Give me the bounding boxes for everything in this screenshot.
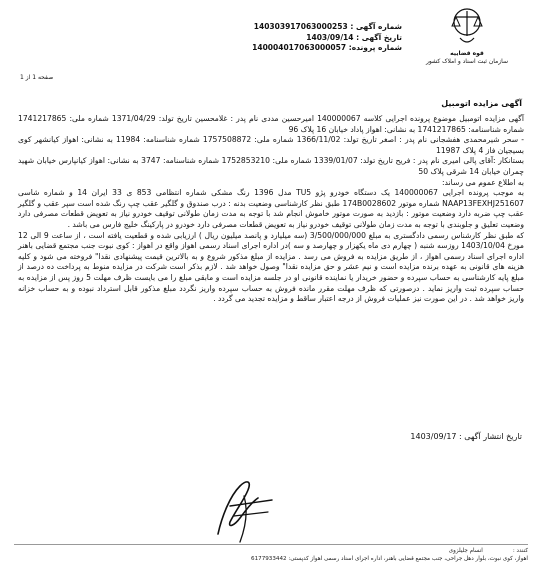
notice-number: 140303917063000253 bbox=[253, 22, 348, 31]
emblem-line2: سازمان ثبت اسناد و املاک کشور bbox=[425, 58, 509, 65]
creator-name: انسام جلیلزوی bbox=[448, 548, 483, 554]
paragraph-creditor: بستانکار :آقای پالی امیری نام پدر : فریح تاریخ تولد: 1339/01/07 شماره ملی: 1752853210 شماره شناسنامه: 3747 به نشانی: اهواز کیانپارس خیابان شهید چمران خیابان 14 شرقی پلاک 50 bbox=[18, 156, 524, 176]
footer-creator-row bbox=[14, 547, 528, 555]
emblem-line1: قوه قضاییه bbox=[450, 50, 484, 57]
notice-meta bbox=[252, 22, 402, 54]
paragraph-debtor-1: آگهی مزایده اتومبیل موضوع پرونده اجرایی کلاسه 140000067 امیرحسین مددی نام پدر : غلامحسین تاریخ تولد: 1371/04/29 شماره ملی: 1741217865 شماره شناسنامه: 1741217865 به نشانی: اهواز پاداد خیابان 16 پلاک 96 bbox=[18, 114, 524, 134]
judiciary-emblem bbox=[412, 6, 522, 65]
publication-date: تاریخ انتشار آگهی : 1403/09/17 bbox=[410, 432, 522, 441]
paragraph-debtor-2: - سحر شیرمحمدی هفشجانی نام پدر : اصغر تاریخ تولد: 1366/11/02 شماره ملی: 1757508872 شماره شناسنامه: 11984 به نشانی: اهواز کیانشهر کوی بسیجیان فاز 4 پلاک 11987 bbox=[18, 135, 524, 155]
creator-label: کنندد : bbox=[512, 548, 528, 554]
paragraph-auction-terms: که طبق نظر کارشناس رسمی دادگستری به مبلغ 3/500/000/000 (سه میلیارد و پانصد میلیون ریال ) ارزیابی شده و قطعیت یافته است ، از ساعت 9 الی 12 مورخ 1403/10/04 روزسه شنبه ( چهارم دی ماه یکهزار و چهارصد و سه )در اداره اجرای اسناد رسمی اهواز واقع در اهواز : کوی نبوت جنب مجتمع قضایی باهنر اداره اجرای اسناد رسمی اهواز ، از طریق مزایده به فروش می رسد . مزایده از مبلغ مذکور شروع و به بالاترین قیمت پیشنهادی نقدا" فروخته می شود و کلیه هزینه های قانونی به عهده برنده مزایده است و نیم عشر و حق مزایده نقدا" وصول خواهد شد . لازم بذکر است شرکت در مزایده منوط به پرداخت ده درصد از مبلغ پایه کارشناسی به حساب سپرده و حضور خریدار یا نماینده قانونی او در جلسه مزایده است و مابقی مبلغ را می بایست ظرف مهلت 5 روز پس از مزایده به حساب سپرده ثبت واریز نماید . درصورتی که ظرف مهلت مقرر مانده فروش به حساب سپرده واریز نگردد مبلغ مذکور قابل استرداد نبوده و به حساب خزانه واریز خواهد شد . در این صورت نیز عملیات فروش از درجه اعتبار ساقط و مزایده تجدید می گردد . bbox=[18, 230, 524, 304]
notice-number-row bbox=[252, 22, 402, 33]
signature-image bbox=[200, 466, 290, 548]
footer bbox=[14, 544, 528, 563]
document-title: آگهی مزایده اتومبیل bbox=[441, 99, 522, 108]
case-number: 140004017063000057 bbox=[252, 43, 347, 52]
paragraph-announcement: به اطلاع عموم می رساند: bbox=[442, 177, 524, 187]
case-number-row bbox=[252, 43, 402, 54]
emblem-icon bbox=[448, 6, 486, 48]
paragraph-vehicle: به موجب پرونده اجرایی 140000067 یک دستگاه خودرو پژو TU5 مدل 1396 رنگ مشکی شماره انتظامی 853 ی 33 ایران 14 و شماره شاسی NAAP13FEXHJ251607 شماره موتور 174B0028602 طبق نظر کارشناسی وضعیت بدنه : درب صندوق و گلگیر عقب چپ رنگ شده است سپر عقب و گلگیر عقب چپ ضربه دارد وضعیت موتور : بازدید به صورت موتور خاموش انجام شد با توجه به مدت زمان طولانی توقیف خودرو نیاز به تعویض قطعات مصرفی دارد وضعیت تعلیق و جلوبندی با توجه به مدت زمان طولانی توقیف خودرو نیاز به تعویض قطعات مصرفی دارد خودرو در پارکینگ خلیج فارس می باشد . bbox=[18, 188, 524, 229]
notice-date: 1403/09/14 bbox=[306, 32, 354, 42]
case-number-label: شماره پرونده: bbox=[348, 43, 402, 52]
footer-address: اهواز، کوی نبوت، بلوار دهل جراحی، جنب مجتمع قضایی باهنر، اداره اجرای اسناد رسمی اهواز کدپستی: 6177933442 bbox=[251, 556, 528, 562]
notice-number-label: شماره آگهی : bbox=[350, 22, 402, 31]
notice-date-row bbox=[252, 33, 402, 44]
document-body bbox=[18, 114, 524, 305]
notice-date-label: تاریخ آگهی : bbox=[356, 32, 402, 42]
page-number: صفحه 1 از 1 bbox=[20, 74, 54, 81]
